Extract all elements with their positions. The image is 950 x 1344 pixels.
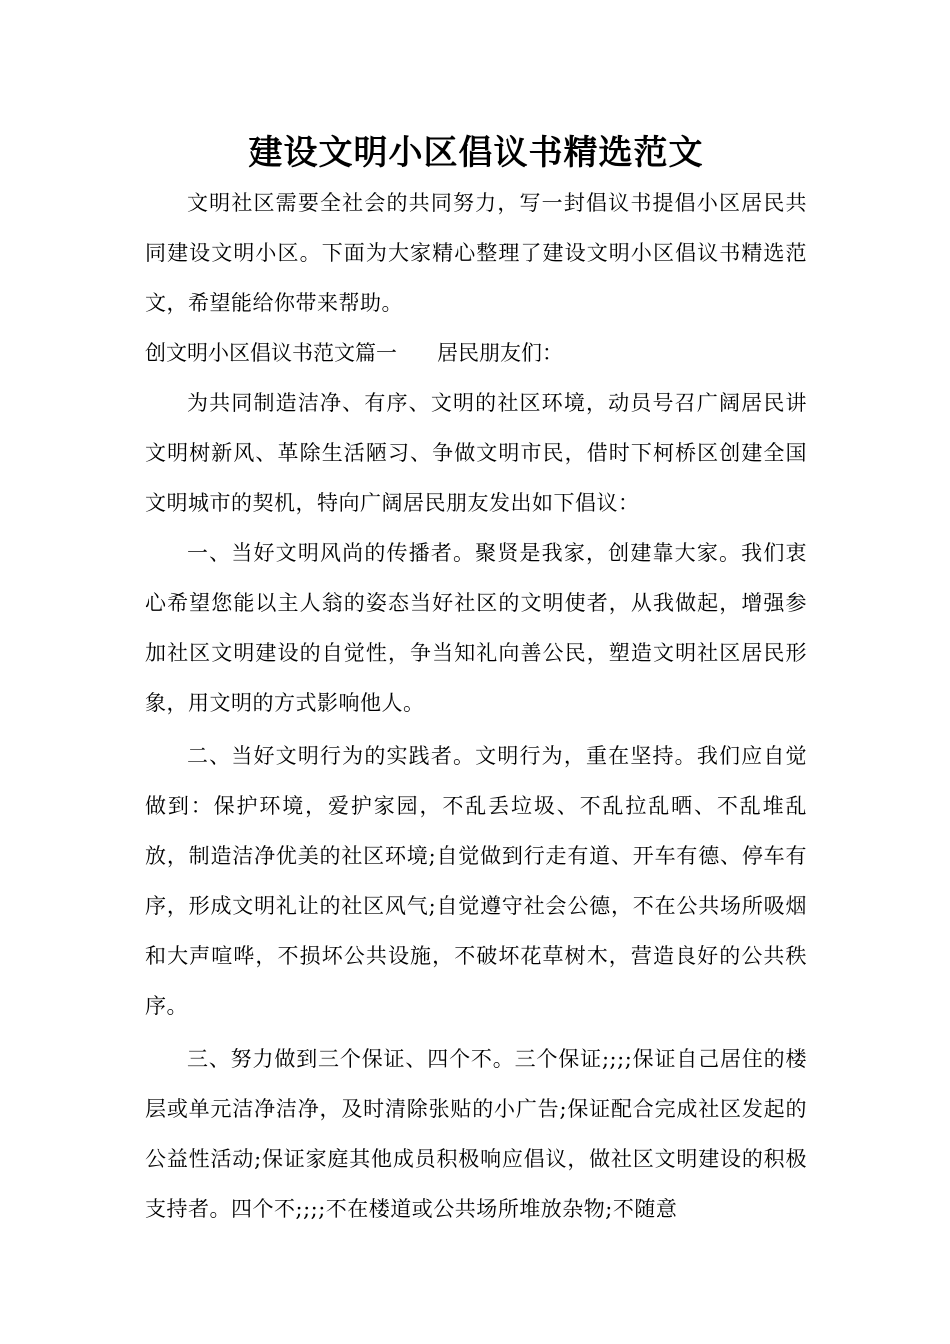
body-paragraph-3: 二、当好文明行为的实践者。文明行为，重在坚持。我们应自觉做到：保护环境，爱护家园，不乱丢垃圾、不乱拉乱晒、不乱堆乱放，制造洁净优美的社区环境;自觉做到行走有道、开车有德、停车有序，形成文明礼让的社区风气;自觉遵守社会公德，不在公共场所吸烟和大声喧哗，不损坏公共设施，不破坏花草树木，营造良好的公共秩序。	[145, 744, 807, 1018]
greeting: 居民朋友们：	[437, 341, 563, 365]
document-title: 建设文明小区倡议书精选范文	[248, 133, 704, 173]
body-paragraph-2: 一、当好文明风尚的传播者。聚贤是我家，创建靠大家。我们衷心希望您能以主人翁的姿态当好社区的文明使者，从我做起，增强参加社区文明建设的自觉性，争当知礼向善公民，塑造文明社区居民形象，用文明的方式影响他人。	[145, 541, 807, 715]
body-paragraph-1: 为共同制造洁净、有序、文明的社区环境，动员号召广阔居民讲文明树新风、革除生活陋习、争做文明市民，借时下柯桥区创建全国文明城市的契机，特向广阔居民朋友发出如下倡议：	[145, 391, 807, 515]
intro-paragraph: 文明社区需要全社会的共同努力，写一封倡议书提倡小区居民共同建设文明小区。下面为大家精心整理了建设文明小区倡议书精选范文，希望能给你带来帮助。	[145, 191, 807, 315]
section-heading-line	[145, 328, 807, 378]
body-paragraph-4: 三、努力做到三个保证、四个不。三个保证;;;;保证自己居住的楼层或单元洁净洁净，及时清除张贴的小广告;保证配合完成社区发起的公益性活动;保证家庭其他成员积极响应倡议，做社区文明建设的积极支持者。四个不;;;;不在楼道或公共场所堆放杂物;不随意	[145, 1047, 807, 1221]
section-heading: 创文明小区倡议书范文篇一	[145, 341, 397, 365]
document-body	[145, 128, 807, 1234]
